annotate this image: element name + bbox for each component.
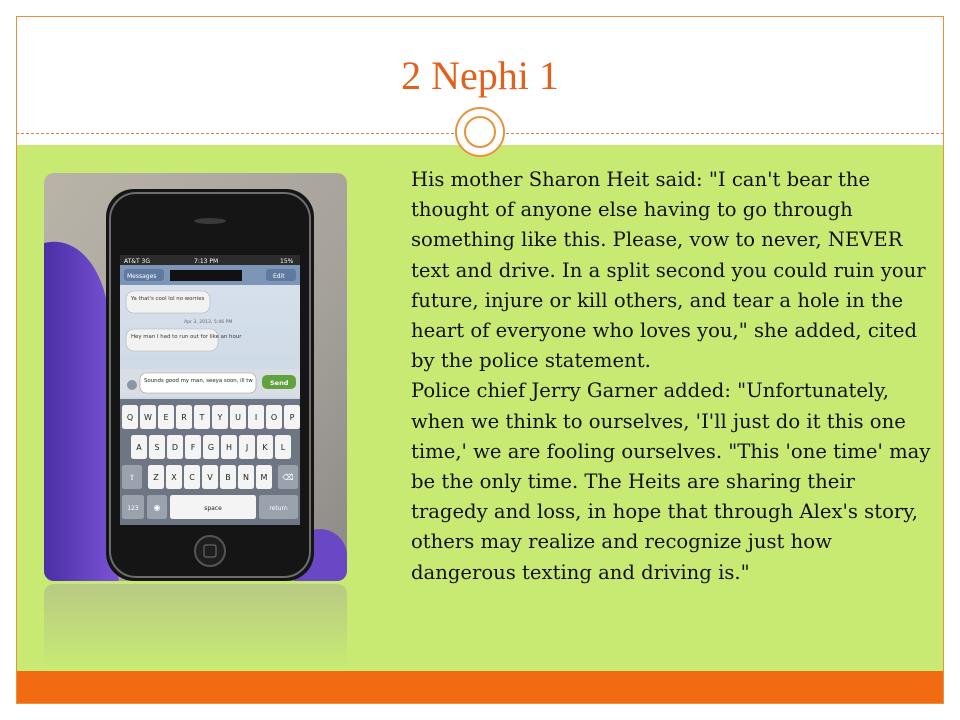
message-bubble-1	[126, 291, 210, 313]
key-e-label: E	[163, 413, 169, 422]
key-r-label: R	[181, 413, 187, 422]
key-q-label: Q	[126, 413, 134, 422]
phone-photo-illustration	[44, 173, 347, 581]
key-u-label: U	[235, 413, 241, 422]
globe-key-label: ◉	[153, 503, 161, 512]
key-l-label: L	[280, 443, 286, 452]
key-n-label: N	[243, 473, 249, 482]
quote-paragraph-2: Police chief Jerry Garner added: "Unfortunately, when we think to ourselves, 'I'll just do it this one time,' we are fooling ourselves. "This 'one time' may be the only time. The Heits are sharing their tragedy and loss, in hope that through Alex's story, others may realize and recognize just how dangerous texting and driving is."	[411, 379, 931, 584]
key-a-label: A	[136, 443, 142, 452]
message-draft: Sounds good my man, seeya soon, ill tw	[144, 378, 253, 384]
key-k-label: K	[262, 443, 268, 452]
message-2-text: Hey man I had to run out for like an hour	[131, 334, 242, 340]
edit-button-label: Edit	[273, 273, 285, 280]
circle-ornament-inner	[464, 116, 496, 148]
key-b-label: B	[225, 473, 231, 482]
key-w-label: W	[144, 413, 152, 422]
message-1-text: Ya that's cool lol no worries	[131, 296, 205, 302]
footer-bar	[17, 671, 943, 703]
slide-body-text	[411, 165, 931, 588]
status-time: 7:13 PM	[194, 258, 219, 265]
redacted-name	[170, 270, 242, 281]
key-f-label: F	[190, 443, 196, 452]
status-battery: 15%	[280, 258, 294, 265]
back-button-label: Messages	[127, 273, 157, 280]
backspace-key-label: ⌫	[282, 473, 294, 482]
circle-ornament-icon	[455, 107, 505, 157]
phone-photo	[44, 173, 347, 581]
key-o-label: O	[270, 413, 278, 422]
key-d-label: D	[171, 443, 179, 452]
key-t-label: T	[199, 413, 205, 422]
status-carrier: AT&T 3G	[124, 258, 151, 265]
quote-paragraph-1: His mother Sharon Heit said: "I can't bear the thought of anyone else having to go through something like this. Please, vow to never, NEVER text and drive. In a split second you could ruin your future, injure or kill others, and tear a hole in the heart of everyone who loves you," she added, cited by the police statement.	[411, 168, 926, 373]
numbers-key-label: 123	[127, 505, 139, 512]
space-key-label: space	[204, 505, 222, 512]
key-y-label: Y	[217, 413, 223, 422]
return-key-label: return	[269, 505, 288, 512]
key-x-label: X	[171, 473, 177, 482]
phone-photo-reflection	[44, 584, 347, 670]
home-button[interactable]	[195, 536, 225, 566]
key-m-label: M	[260, 473, 268, 482]
slide-title: 2 Nephi 1	[401, 53, 559, 98]
send-button-label: Send	[270, 379, 289, 387]
camera-icon	[127, 380, 137, 390]
earpiece	[194, 218, 226, 224]
message-bubble-2	[126, 329, 218, 351]
key-p-label: P	[289, 413, 295, 422]
key-j-label: J	[245, 443, 249, 452]
key-i-label: I	[254, 413, 258, 422]
message-timestamp: Apr 3, 2013, 5:46 PM	[184, 320, 233, 325]
key-g-label: G	[207, 443, 215, 452]
shift-key-label: ⇧	[128, 473, 136, 482]
key-s-label: S	[154, 443, 160, 452]
key-z-label: Z	[153, 473, 159, 482]
key-c-label: C	[189, 473, 195, 482]
key-v-label: V	[207, 473, 213, 482]
key-h-label: H	[225, 443, 233, 452]
